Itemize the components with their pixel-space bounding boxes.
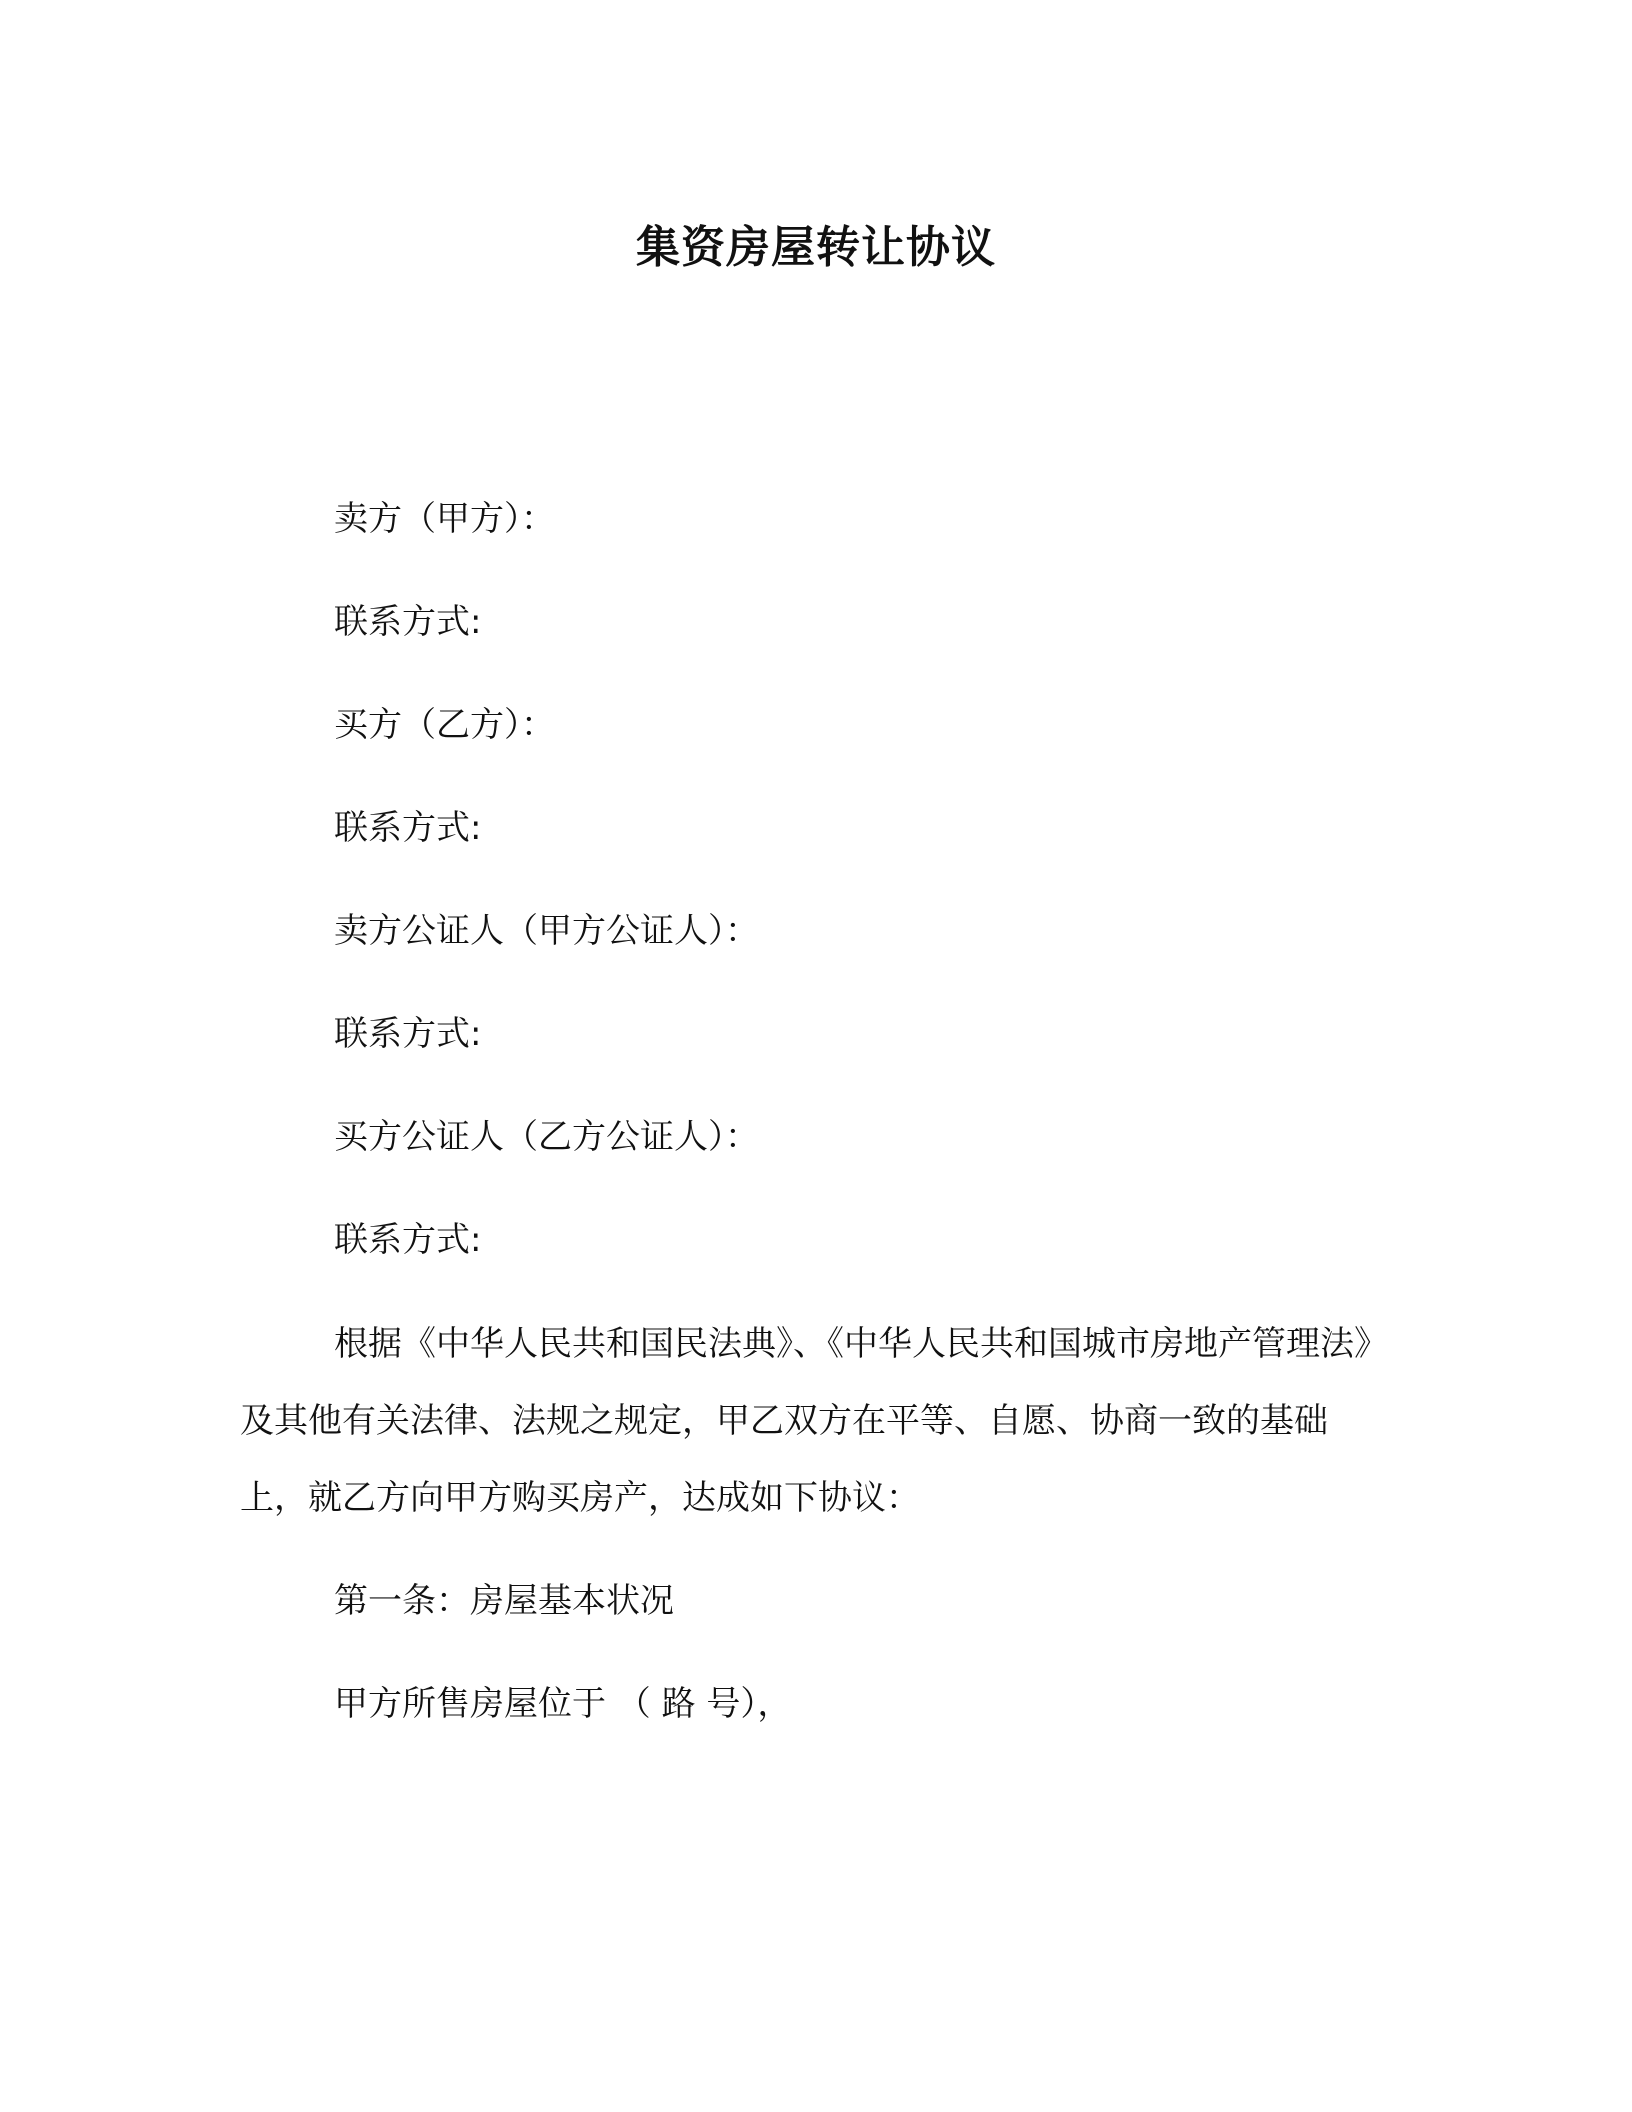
preamble-paragraph: 根据《中华人民共和国民法典》、《中华人民共和国城市房地产管理法》及其他有关法律、法规之规定，甲乙双方在平等、自愿、协商一致的基础上，就乙方向甲方购买房产，达成如下协议： bbox=[240, 1324, 1388, 1518]
seller-field: 卖方（甲方）： bbox=[334, 499, 555, 539]
seller-contact-field: 联系方式: bbox=[334, 602, 482, 642]
buyer-notary-field: 买方公证人（乙方公证人）： bbox=[334, 1117, 759, 1157]
article-1-heading: 第一条：房屋基本状况 bbox=[334, 1581, 674, 1621]
buyer-field: 买方（乙方）： bbox=[334, 705, 555, 745]
seller-notary-contact-field: 联系方式: bbox=[334, 1014, 482, 1054]
article-1-location-line: 甲方所售房屋位于 （ 路 号）， bbox=[334, 1684, 792, 1724]
buyer-contact-field: 联系方式: bbox=[334, 808, 482, 848]
seller-notary-field: 卖方公证人（甲方公证人）： bbox=[334, 911, 759, 951]
document-title: 集资房屋转让协议 bbox=[636, 222, 996, 273]
buyer-notary-contact-field: 联系方式: bbox=[334, 1220, 482, 1260]
